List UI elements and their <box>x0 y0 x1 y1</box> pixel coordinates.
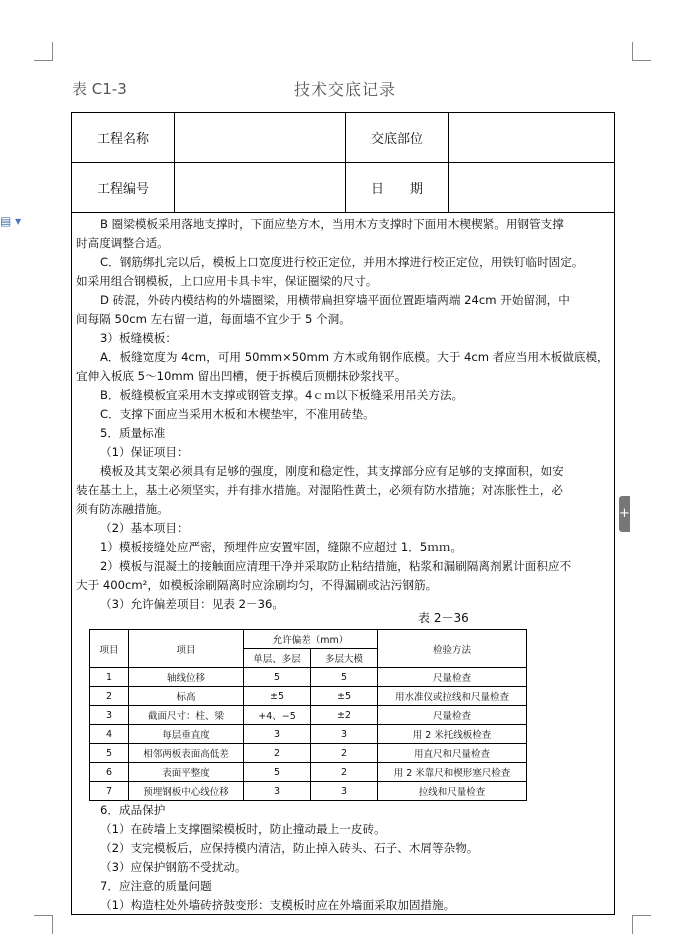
body-line: B．板缝模板宜采用木支撑或钢管支撑。4ｃｍ以下板缝采用吊关方法。 <box>100 388 464 402</box>
body-line: D 砖混，外砖内模结构的外墙圈梁，用横带扁担穿墙平面位置距墙两端 24cm 开始留洞，中 <box>100 293 570 307</box>
body-line: B 圈梁模板采用落地支撑时，下面应垫方木，当用木方支撑时下面用木楔楔紧。用钢管支撑 <box>100 217 564 231</box>
cell-item: 截面尺寸：柱、梁 <box>129 706 244 725</box>
body-line: 5．质量标准 <box>100 426 166 440</box>
cell-no: 5 <box>90 744 129 763</box>
cell-b: ±2 <box>311 706 378 725</box>
body-line: 宜伸入板底 5～10mm 留出凹槽，便于拆模后顶棚抹砂浆找平。 <box>76 369 407 383</box>
body-line: （1）保证项目： <box>100 445 189 459</box>
table-row <box>90 744 527 763</box>
body-line: 装在基土上，基土必须坚实，并有排水措施。对湿陷性黄土，必须有防水措施；对冻胀性土，必 <box>76 483 563 497</box>
table-row <box>90 687 527 706</box>
side-tab[interactable]: + <box>619 496 630 532</box>
cell-method: 尺量检查 <box>378 706 527 725</box>
cell-b: 3 <box>311 725 378 744</box>
cell-b: ±5 <box>311 687 378 706</box>
crop-mark-bottom-right <box>632 915 651 934</box>
cell-method: 用 2 米靠尺和楔形塞尺检查 <box>378 763 527 782</box>
page-title: 技术交底记录 <box>294 80 397 99</box>
project-no-label: 工程编号 <box>72 163 175 213</box>
cell-item: 标高 <box>129 687 244 706</box>
project-no-value[interactable] <box>175 163 346 213</box>
cell-no: 3 <box>90 706 129 725</box>
table-header-item: 项目 <box>129 630 244 668</box>
table-row <box>90 706 527 725</box>
body-line: A．板缝宽度为 4cm，可用 50mm×50mm 方木或角钢作底模。大于 4cm 者应当用木板做底模， <box>100 350 609 364</box>
cell-item: 相邻两板表面高低差 <box>129 744 244 763</box>
project-name-label: 工程名称 <box>72 113 175 163</box>
table-header-single-multi: 单层、多层 <box>244 649 311 668</box>
table-row <box>90 668 527 687</box>
cell-a: 2 <box>244 744 311 763</box>
crop-mark-bottom-left <box>34 915 53 934</box>
cell-b: 2 <box>311 763 378 782</box>
project-name-value[interactable] <box>175 113 346 163</box>
cell-a: ±5 <box>244 687 311 706</box>
body-line: C．支撑下面应当采用木板和木楔垫牢，不准用砖垫。 <box>100 407 375 421</box>
cell-no: 4 <box>90 725 129 744</box>
cell-method: 用直尺和尺量检查 <box>378 744 527 763</box>
cell-no: 6 <box>90 763 129 782</box>
cell-method: 尺量检查 <box>378 668 527 687</box>
disclosure-part-label: 交底部位 <box>346 113 449 163</box>
cell-item: 预埋钢板中心线位移 <box>129 782 244 801</box>
body-line: 如采用组合钢模板，上口应用卡具卡牢，保证圈梁的尺寸。 <box>76 274 378 288</box>
body-line: （2）支完模板后，应保持模内清洁，防止掉入砖头、石子、木屑等杂物。 <box>100 841 479 855</box>
cell-method: 用 2 米托线板检查 <box>378 725 527 744</box>
body-line: 3）板缝模板： <box>100 331 177 345</box>
body-line: 2）模板与混凝土的接触面应清理干净并采取防止粘结措施，粘浆和漏刷隔离剂累计面积应不 <box>100 559 572 573</box>
body-line: C．钢筋绑扎完以后，模板上口宽度进行校正定位，并用木撑进行校正定位，用铁钉临时固定。 <box>100 255 584 269</box>
table-caption: 表 2－36 <box>418 611 469 625</box>
date-label: 日 期 <box>346 163 449 213</box>
body-line: （1）构造柱处外墙砖挤鼓变形：支模板时应在外墙面采取加固措施。 <box>100 898 456 912</box>
header-table <box>71 112 615 213</box>
cell-a: 3 <box>244 725 311 744</box>
cell-a: 5 <box>244 668 311 687</box>
cell-a: 5 <box>244 763 311 782</box>
table-header-tolerance: 允许偏差（mm） <box>244 630 378 649</box>
cell-a: +4、−5 <box>244 706 311 725</box>
table-header-method: 检验方法 <box>378 630 527 668</box>
tolerance-table <box>89 629 527 801</box>
table-header-large-form: 多层大模 <box>311 649 378 668</box>
cell-item: 表面平整度 <box>129 763 244 782</box>
cell-method: 用水准仪或拉线和尺量检查 <box>378 687 527 706</box>
cell-method: 拉线和尺量检查 <box>378 782 527 801</box>
document-icon[interactable]: ▤ ▾ <box>0 214 22 228</box>
cell-a: 3 <box>244 782 311 801</box>
table-row <box>90 763 527 782</box>
table-header-no: 项目 <box>90 630 129 668</box>
body-line: （2）基本项目： <box>100 521 189 535</box>
cell-no: 2 <box>90 687 129 706</box>
body-line: 时高度调整合适。 <box>76 236 169 250</box>
body-line: 1）模板接缝处应严密，预埋件应安置牢固，缝隙不应超过 1．5ｍｍ。 <box>100 540 463 554</box>
disclosure-part-value[interactable] <box>449 113 615 163</box>
table-row <box>90 782 527 801</box>
body-line: 须有防冻融措施。 <box>76 502 169 516</box>
date-value[interactable] <box>449 163 615 213</box>
crop-mark-top-left <box>34 42 53 61</box>
cell-item: 轴线位移 <box>129 668 244 687</box>
cell-b: 2 <box>311 744 378 763</box>
cell-no: 1 <box>90 668 129 687</box>
body-line: 模板及其支架必须具有足够的强度，刚度和稳定性，其支撑部分应有足够的支撑面积，如安 <box>100 464 564 478</box>
cell-b: 3 <box>311 782 378 801</box>
body-line: （3）允许偏差项目：见表 2－36。 <box>100 597 284 611</box>
cell-b: 5 <box>311 668 378 687</box>
body-line: 大于 400cm²，如模板涂刷隔离时应涂刷均匀，不得漏刷或沾污钢筋。 <box>76 578 438 592</box>
body-line: 6．成品保护 <box>100 803 166 817</box>
body-line: （3）应保护钢筋不受扰动。 <box>100 860 247 874</box>
body-line: （1）在砖墙上支撑圈梁模板时，防止撞动最上一皮砖。 <box>100 822 386 836</box>
body-line: 7．应注意的质量问题 <box>100 879 212 893</box>
body-line: 间每隔 50cm 左右留一道，每面墙不宜少于 5 个洞。 <box>76 312 351 326</box>
crop-mark-top-right <box>632 42 651 61</box>
table-row <box>90 725 527 744</box>
cell-item: 每层垂直度 <box>129 725 244 744</box>
cell-no: 7 <box>90 782 129 801</box>
form-code: 表 C1-3 <box>72 80 127 98</box>
